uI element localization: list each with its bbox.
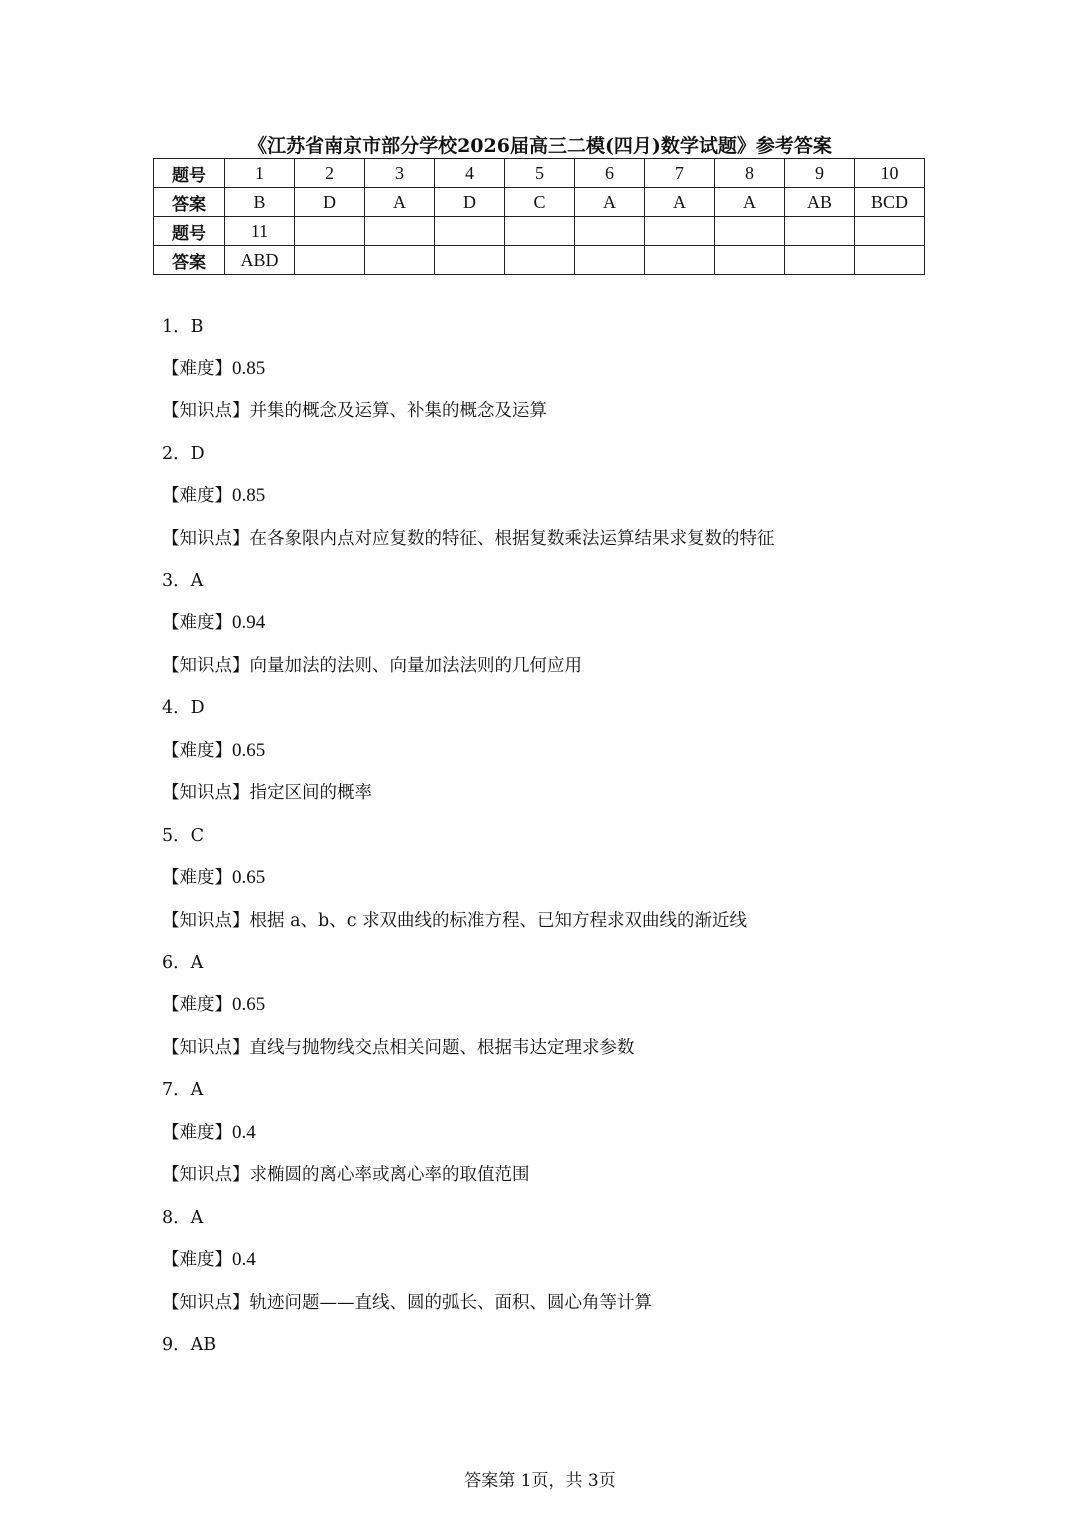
table-cell: 10 bbox=[855, 159, 925, 188]
row-header: 题号 bbox=[154, 159, 225, 188]
question-number: 8．A bbox=[162, 1208, 204, 1228]
knowledge-text: 向量加法的法则、向量加法法则的几何应用 bbox=[249, 656, 582, 676]
knowledge-text: 轨迹问题——直线、圆的弧长、面积、圆心角等计算 bbox=[249, 1293, 652, 1313]
question-number: 5．C bbox=[162, 826, 205, 846]
knowledge-line bbox=[162, 1162, 530, 1188]
table-cell bbox=[855, 246, 925, 275]
table-cell bbox=[785, 217, 855, 246]
table-cell: A bbox=[645, 188, 715, 217]
question-number: 3．A bbox=[162, 571, 204, 591]
knowledge-label: 【知识点】 bbox=[162, 656, 250, 676]
knowledge-label: 【知识点】 bbox=[162, 783, 250, 803]
table-cell bbox=[715, 246, 785, 275]
knowledge-text: 并集的概念及运算、补集的概念及运算 bbox=[249, 401, 547, 421]
table-cell bbox=[715, 217, 785, 246]
table-cell: 8 bbox=[715, 159, 785, 188]
question-number: 4．D bbox=[162, 698, 205, 718]
table-cell bbox=[295, 217, 365, 246]
document-title: 《江苏省南京市部分学校2026届高三二模(四月)数学试题》参考答案 bbox=[248, 135, 832, 157]
knowledge-text: 求椭圆的离心率或离心率的取值范围 bbox=[249, 1165, 530, 1185]
difficulty-value: 0.4 bbox=[232, 1122, 256, 1143]
table-cell bbox=[575, 246, 645, 275]
knowledge-line bbox=[162, 526, 775, 552]
table-cell: A bbox=[715, 188, 785, 217]
difficulty-line bbox=[162, 1120, 256, 1146]
difficulty-value: 0.4 bbox=[232, 1249, 256, 1270]
table-cell: 6 bbox=[575, 159, 645, 188]
difficulty-line bbox=[162, 738, 265, 764]
knowledge-line bbox=[162, 398, 547, 424]
knowledge-label: 【知识点】 bbox=[162, 1165, 250, 1185]
table-cell: AB bbox=[785, 188, 855, 217]
table-cell bbox=[505, 246, 575, 275]
table-cell: D bbox=[295, 188, 365, 217]
table-cell: B bbox=[225, 188, 295, 217]
table-cell bbox=[505, 217, 575, 246]
knowledge-text: 在各象限内点对应复数的特征、根据复数乘法运算结果求复数的特征 bbox=[249, 529, 775, 549]
page-footer: 答案第 1页，共 3页 bbox=[464, 1471, 616, 1491]
row-header: 答案 bbox=[154, 188, 225, 217]
table-cell bbox=[365, 246, 435, 275]
question-number: 6．A bbox=[162, 953, 204, 973]
knowledge-line bbox=[162, 1035, 635, 1061]
table-cell: 2 bbox=[295, 159, 365, 188]
difficulty-label: 【难度】 bbox=[162, 995, 232, 1015]
difficulty-label: 【难度】 bbox=[162, 359, 232, 379]
question-number: 2．D bbox=[162, 444, 205, 464]
difficulty-label: 【难度】 bbox=[162, 1250, 232, 1270]
table-cell bbox=[295, 246, 365, 275]
knowledge-label: 【知识点】 bbox=[162, 1038, 250, 1058]
table-cell bbox=[645, 246, 715, 275]
table-cell bbox=[435, 246, 505, 275]
table-row bbox=[154, 188, 925, 217]
table-row bbox=[154, 217, 925, 246]
knowledge-line bbox=[162, 908, 747, 934]
table-row bbox=[154, 246, 925, 275]
knowledge-line bbox=[162, 780, 372, 806]
table-cell: A bbox=[365, 188, 435, 217]
question-number: 9．AB bbox=[162, 1335, 217, 1355]
table-cell bbox=[435, 217, 505, 246]
knowledge-text: 指定区间的概率 bbox=[249, 783, 372, 803]
difficulty-value: 0.65 bbox=[232, 740, 266, 761]
table-cell bbox=[575, 217, 645, 246]
knowledge-label: 【知识点】 bbox=[162, 401, 250, 421]
difficulty-label: 【难度】 bbox=[162, 613, 232, 633]
table-cell: 9 bbox=[785, 159, 855, 188]
table-cell: 1 bbox=[225, 159, 295, 188]
answer-table bbox=[153, 158, 925, 275]
table-row bbox=[154, 159, 925, 188]
row-header: 题号 bbox=[154, 217, 225, 246]
knowledge-label: 【知识点】 bbox=[162, 529, 250, 549]
difficulty-value: 0.94 bbox=[232, 612, 266, 633]
difficulty-line bbox=[162, 356, 265, 382]
table-cell: 3 bbox=[365, 159, 435, 188]
table-cell: BCD bbox=[855, 188, 925, 217]
table-cell: 11 bbox=[225, 217, 295, 246]
difficulty-label: 【难度】 bbox=[162, 486, 232, 506]
table-cell: 4 bbox=[435, 159, 505, 188]
table-cell: D bbox=[435, 188, 505, 217]
table-cell: 5 bbox=[505, 159, 575, 188]
table-cell bbox=[785, 246, 855, 275]
question-number: 1．B bbox=[162, 317, 204, 337]
question-number: 7．A bbox=[162, 1080, 204, 1100]
difficulty-label: 【难度】 bbox=[162, 1123, 232, 1143]
row-header: 答案 bbox=[154, 246, 225, 275]
difficulty-label: 【难度】 bbox=[162, 741, 232, 761]
difficulty-line bbox=[162, 992, 265, 1018]
knowledge-line bbox=[162, 1290, 652, 1316]
table-cell bbox=[855, 217, 925, 246]
difficulty-value: 0.85 bbox=[232, 358, 266, 379]
knowledge-label: 【知识点】 bbox=[162, 911, 250, 931]
difficulty-label: 【难度】 bbox=[162, 868, 232, 888]
table-cell: ABD bbox=[225, 246, 295, 275]
table-cell: A bbox=[575, 188, 645, 217]
difficulty-value: 0.85 bbox=[232, 485, 266, 506]
difficulty-line bbox=[162, 610, 265, 636]
difficulty-value: 0.65 bbox=[232, 994, 266, 1015]
knowledge-text: 直线与抛物线交点相关问题、根据韦达定理求参数 bbox=[249, 1038, 635, 1058]
knowledge-label: 【知识点】 bbox=[162, 1293, 250, 1313]
difficulty-line bbox=[162, 865, 265, 891]
difficulty-line bbox=[162, 1247, 256, 1273]
difficulty-value: 0.65 bbox=[232, 867, 266, 888]
difficulty-line bbox=[162, 483, 265, 509]
table-cell bbox=[645, 217, 715, 246]
table-cell bbox=[365, 217, 435, 246]
knowledge-text: 根据 a、b、c 求双曲线的标准方程、已知方程求双曲线的渐近线 bbox=[249, 911, 748, 931]
table-cell: 7 bbox=[645, 159, 715, 188]
table-cell: C bbox=[505, 188, 575, 217]
knowledge-line bbox=[162, 653, 582, 679]
